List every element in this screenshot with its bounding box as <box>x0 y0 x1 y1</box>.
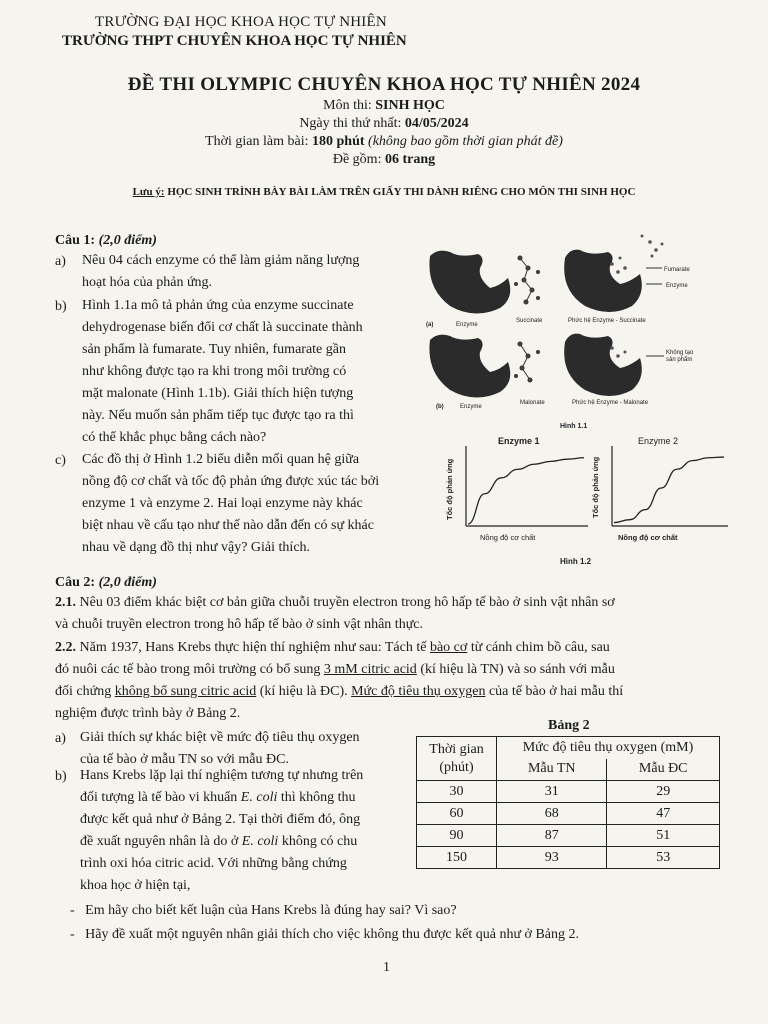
table-row: 150 93 53 <box>417 847 720 869</box>
table-row: 60 68 47 <box>417 803 720 825</box>
fig-a-label: (a) <box>426 322 434 328</box>
dash-item-2: - Hãy đề xuất một nguyên nhân giải thích cho việc không thu được kết quả như ở Bảng 2. <box>70 927 579 942</box>
chart2-xlabel: Nồng độ cơ chất <box>618 533 678 542</box>
label-no-product-2: sản phẩm <box>666 357 693 363</box>
chart1-xlabel: Nồng độ cơ chất <box>480 533 536 542</box>
q2-1-text: 2.1. Nêu 03 điểm khác biệt cơ bản giữa chuỗi truyền electron trong hô hấp tế bào ở sinh vật nhân sơ và chuỗi truyền electron trong hô hấp tế bào ở sinh vật nhân thực. <box>55 595 615 632</box>
school-name: TRƯỜNG THPT CHUYÊN KHOA HỌC TỰ NHIÊN <box>62 33 407 49</box>
enzyme-shape-a <box>429 251 510 314</box>
figure-1-2 <box>438 430 734 570</box>
figure-1-1 <box>420 228 730 438</box>
fig-b-label: (b) <box>436 404 444 410</box>
question-1-heading: Câu 1: (2,0 điểm) <box>55 233 157 248</box>
subject-line: Môn thi: SINH HỌC <box>323 98 445 113</box>
page-number: 1 <box>383 960 390 975</box>
fig-b-enzyme: Enzyme <box>460 404 482 410</box>
exam-title: ĐỀ THI OLYMPIC CHUYÊN KHOA HỌC TỰ NHIÊN 2024 <box>127 74 641 95</box>
pages-value: 06 trang <box>384 152 436 167</box>
table-2 <box>416 736 720 869</box>
label-enzyme-right: Enzyme <box>666 283 688 289</box>
header-tn: Mẫu TN <box>497 759 607 781</box>
chart1-curve <box>468 458 584 524</box>
chart-enzyme-1 <box>445 436 588 542</box>
header-oxygen: Mức độ tiêu thụ oxygen (mM) <box>497 737 720 759</box>
chart-enzyme-2 <box>591 436 728 542</box>
q1-c-label: c) <box>55 453 66 468</box>
time-line: Thời gian làm bài: 180 phút (không bao gồm thời gian phát đề) <box>205 134 563 149</box>
q2-a-text: Giải thích sự khác biệt về mức độ tiêu thụ oxygen của tế bào ở mẫu TN so với mẫu ĐC. <box>80 730 360 767</box>
bound-substrate-a <box>610 257 627 274</box>
university-name: TRƯỜNG ĐẠI HỌC KHOA HỌC TỰ NHIÊN <box>95 14 387 30</box>
q1-b-text: Hình 1.1a mô tả phản ứng của enzyme succinate dehydrogenase biến đổi cơ chất là succinate thành sản phẩm là fumarate. Tuy nhiên, fumarate gần như không được tạo ra khi trong môi trường có mặt malonate (Hình 1.1b). Giải thích hiện tượng này. Nếu muốn sản phẩm tiếp tục được tạo ra thì có thể khắc phục bằng cách nào? <box>82 298 363 445</box>
fig-b-malonate: Malonate <box>520 400 545 406</box>
q2-b-label: b) <box>55 769 67 784</box>
q1-b-label: b) <box>55 299 67 314</box>
q2-b-text: Hans Krebs lặp lại thí nghiệm tương tự nhưng trên đối tượng là tế bào vi khuẩn E. coli thì không thu được kết quả như ở Bảng 2. Tại thời điểm đó, ông đề xuất nguyên nhân là do ở E. coli không có chu trình oxi hóa citric acid. Với những bằng chứng khoa học ở hiện tại, <box>80 768 364 893</box>
chart2-title: Enzyme 2 <box>638 436 679 446</box>
malonate-molecule <box>515 342 540 382</box>
q1-c-text: Các đồ thị ở Hình 1.2 biểu diễn mối quan hệ giữa nồng độ cơ chất và tốc độ phản ứng được xúc tác bởi enzyme 1 và enzyme 2. Hai loại enzyme này khác biệt nhau về cấu tạo như thế nào dẫn đến có sự khác nhau về dạng đồ thị như vậy? Giải thích. <box>82 452 380 555</box>
bound-inhibitor-b <box>610 346 626 358</box>
header-dc: Mẫu ĐC <box>607 759 720 781</box>
table-row: 90 87 51 <box>417 825 720 847</box>
chart2-curve <box>614 457 724 523</box>
header-time: Thời gian (phút) <box>417 737 497 781</box>
chart2-ylabel: Tốc độ phản ứng <box>591 456 600 518</box>
q2-2-text: 2.2. Năm 1937, Hans Krebs thực hiện thí nghiệm như sau: Tách tế bào cơ từ cánh chim bồ câu, sau đó nuôi các tế bào trong môi trường có bổ sung 3 mM citric acid (kí hiệu là TN) và so sánh với mẫu đối chứng không bổ sung citric acid (kí hiệu là ĐC). Mức độ tiêu thụ oxygen của tế bào ở hai mẫu thí nghiệm được trình bày ở Bảng 2. <box>55 640 624 721</box>
time-value: 180 phút <box>312 134 365 149</box>
label-no-product-1: Không tạo <box>666 350 694 356</box>
enzyme-shape-b <box>429 335 510 398</box>
date-value: 04/05/2024 <box>404 116 469 131</box>
label-fumarate: Fumarate <box>664 267 690 273</box>
fig-1-2-caption: Hình 1.2 <box>560 557 592 566</box>
subject-value: SINH HỌC <box>375 98 445 113</box>
fumarate-molecule <box>641 235 664 258</box>
q1-a-label: a) <box>55 254 66 269</box>
fig-b-complex: Phức hệ Enzyme - Malonate <box>572 400 649 406</box>
fig-a-succinate: Succinate <box>516 318 543 324</box>
date-line: Ngày thi thứ nhất: 04/05/2024 <box>299 116 469 131</box>
q1-a-text: Nêu 04 cách enzyme có thể làm giảm năng lượng hoạt hóa của phản ứng. <box>82 253 360 290</box>
fig-a-enzyme: Enzyme <box>456 322 478 328</box>
pages-line: Đề gồm: 06 trang <box>332 152 436 167</box>
complex-shape-a <box>564 250 642 312</box>
exam-note: Lưu ý: HỌC SINH TRÌNH BÀY BÀI LÀM TRÊN GIẤY THI DÀNH RIÊNG CHO MÔN THI SINH HỌC <box>132 186 636 198</box>
table-2-title: Bảng 2 <box>548 718 590 733</box>
dash-item-1: - Em hãy cho biết kết luận của Hans Krebs là đúng hay sai? Vì sao? <box>70 903 457 918</box>
table-row: 30 31 29 <box>417 781 720 803</box>
complex-shape-b <box>564 334 642 396</box>
table-header-row <box>417 737 720 759</box>
succinate-molecule <box>515 256 540 304</box>
q2-a-label: a) <box>55 731 66 746</box>
question-2-heading: Câu 2: (2,0 điểm) <box>55 575 157 590</box>
chart1-ylabel: Tốc độ phản ứng <box>445 458 454 520</box>
time-note: (không bao gồm thời gian phát đề) <box>368 134 563 149</box>
fig-1-1-caption: Hình 1.1 <box>560 423 588 430</box>
q2-dash-items <box>70 900 730 946</box>
fig-a-complex: Phức hệ Enzyme - Succinate <box>568 318 646 324</box>
chart1-title: Enzyme 1 <box>498 436 540 446</box>
